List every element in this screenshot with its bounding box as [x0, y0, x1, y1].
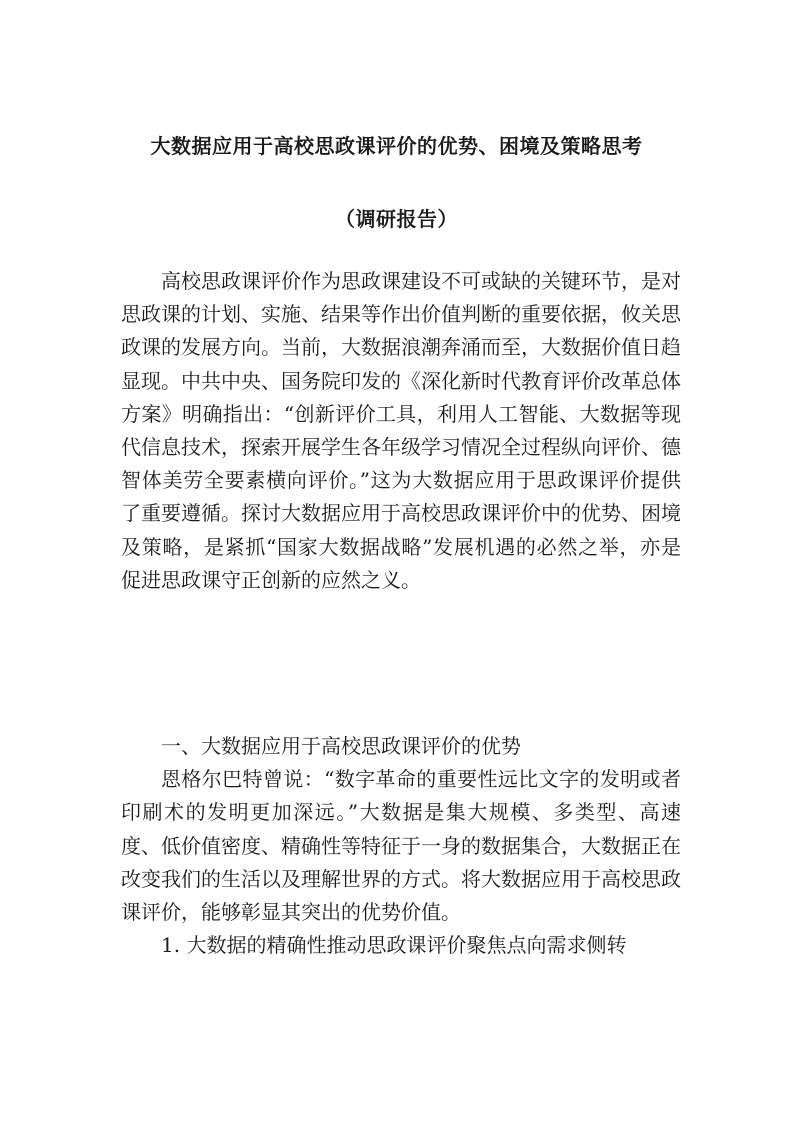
section-heading: 一、大数据应用于高校思政课评价的优势 — [161, 734, 521, 758]
section-paragraph: 恩格尔巴特曾说：“数字革命的重要性远比文字的发明或者印刷术的发明更加深远。”大数据是集大规模、多类型、高速度、低价值密度、精确性等特征于一身的数据集合，大数据正在改变我们的生活以及理解世界的方式。将大数据应用于高校思政课评价，能够彰显其突出的优势价值。 — [121, 767, 681, 925]
document-title: 大数据应用于高校思政课评价的优势、困境及策略思考 — [150, 134, 643, 158]
document-subtitle: （调研报告） — [335, 207, 458, 231]
intro-section — [121, 265, 681, 597]
subsection-heading: 1. 大数据的精确性推动思政课评价聚焦点向需求侧转 — [161, 933, 627, 958]
intro-paragraph: 高校思政课评价作为思政课建设不可或缺的关键环节，是对思政课的计划、实施、结果等作出价值判断的重要依据，攸关思政课的发展方向。当前，大数据浪潮奔涌而至，大数据价值日趋显现。中共中央、国务院印发的《深化新时代教育评价改革总体方案》明确指出：“创新评价工具，利用人工智能、大数据等现代信息技术，探索开展学生各年级学习情况全过程纵向评价、德智体美劳全要素横向评价。”这为大数据应用于思政课评价提供了重要遵循。探讨大数据应用于高校思政课评价中的优势、困境及策略，是紧抓“国家大数据战略”发展机遇的必然之举，亦是促进思政课守正创新的应然之义。 — [121, 269, 681, 592]
section-one — [121, 730, 681, 962]
